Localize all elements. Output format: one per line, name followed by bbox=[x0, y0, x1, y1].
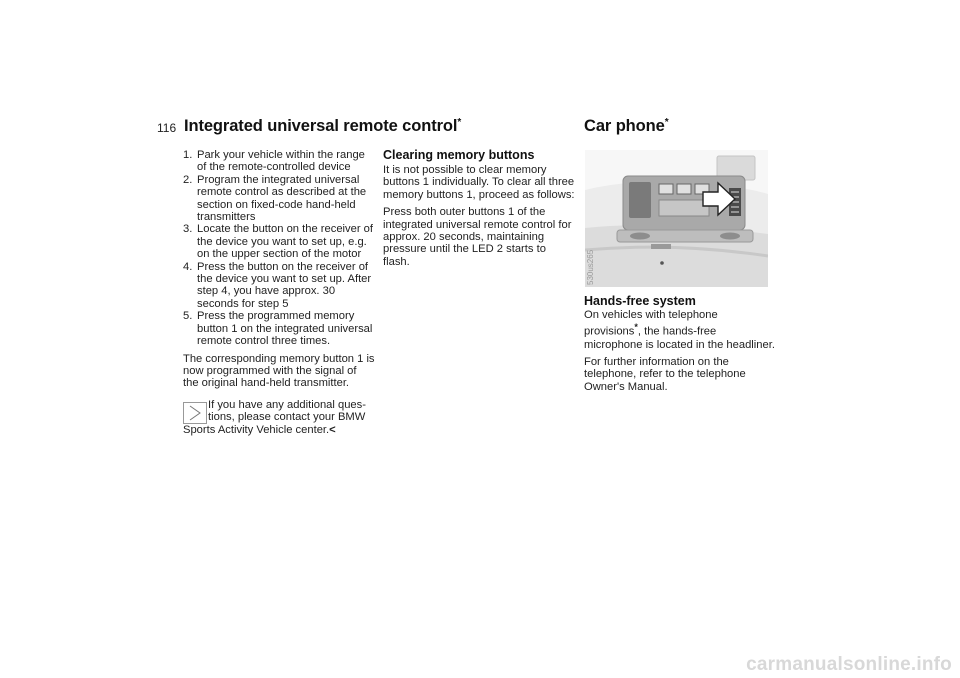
hands-free-paragraph-2: For further information on the telephone, refer to the telephone Owner's Manual. bbox=[584, 355, 746, 393]
photo-code-text: 530us265 bbox=[586, 249, 595, 285]
step-number: 3. bbox=[183, 223, 193, 236]
clearing-paragraph-2: Press both outer buttons 1 of the integrated universal remote control for approx. 20 seconds, maintaining pressure until the LED 2 starts to flash. bbox=[383, 206, 572, 268]
hands-free-body bbox=[584, 309, 776, 398]
headliner-photo bbox=[585, 150, 768, 287]
clearing-paragraph-1: It is not possible to clear memory buttons 1 individually. To clear all three memory buttons 1, proceed as follows: bbox=[383, 164, 575, 201]
step-text: Park your vehicle within the range of the remote-controlled device bbox=[197, 149, 365, 174]
hands-free-paragraph-1 bbox=[584, 309, 776, 351]
step-text: Locate the button on the receiver of the device you want to set up, e.g. on the upper section of the motor bbox=[197, 223, 374, 261]
optional-equipment-star: * bbox=[634, 322, 638, 333]
step-item bbox=[183, 149, 375, 174]
hands-free-paragraph-1-post: , the hands-free microphone is located in the headliner. bbox=[584, 326, 775, 351]
section-title-car-phone-text: Car phone bbox=[584, 117, 665, 135]
clearing-memory-heading: Clearing memory buttons bbox=[383, 148, 535, 162]
step-item bbox=[183, 261, 375, 311]
remote-control-body bbox=[183, 149, 375, 436]
step-item bbox=[183, 310, 375, 347]
optional-equipment-star: * bbox=[664, 117, 669, 128]
step-text: Press the programmed memory button 1 on the integrated universal remote control three times. bbox=[197, 310, 373, 348]
watermark-footer: carmanualsonline.info bbox=[746, 654, 952, 675]
note-line-1: If you have any additional ques- bbox=[208, 398, 366, 411]
photo-code-label bbox=[586, 249, 598, 285]
optional-equipment-star: * bbox=[457, 117, 462, 128]
step-number: 4. bbox=[183, 260, 193, 273]
note-block bbox=[183, 399, 375, 436]
step-text: Program the integrated universal remote control as described at the section on fixed-code hand-held transmitters bbox=[197, 173, 367, 224]
step-text: Press the button on the receiver of the device you want to set up. After step 4, you have approx. 30 seconds for step 5 bbox=[197, 260, 372, 310]
end-mark: < bbox=[329, 423, 336, 436]
step-item bbox=[183, 223, 375, 260]
hands-free-heading: Hands-free system bbox=[584, 294, 696, 308]
section-title-remote-control bbox=[184, 117, 461, 136]
step-number: 2. bbox=[183, 173, 193, 186]
step-item bbox=[183, 174, 375, 224]
note-line-2: tions, please contact your BMW bbox=[208, 411, 366, 424]
step-number: 1. bbox=[183, 149, 193, 161]
section-title-remote-control-text: Integrated universal remote control bbox=[184, 117, 458, 135]
section-title-car-phone bbox=[584, 117, 669, 136]
page-number: 116 bbox=[157, 121, 177, 135]
note-triangle-icon bbox=[183, 402, 207, 424]
programming-steps bbox=[183, 149, 375, 348]
step-number: 5. bbox=[183, 310, 193, 323]
note-line-3-text: Sports Activity Vehicle center. bbox=[183, 423, 330, 436]
hands-free-paragraph-1-pre: On vehicles with telephone provisions bbox=[584, 309, 718, 339]
note-line-3 bbox=[183, 424, 375, 436]
result-paragraph: The corresponding memory button 1 is now programmed with the signal of the original hand-held transmitter. bbox=[183, 352, 375, 390]
headliner-illustration bbox=[585, 150, 768, 287]
clearing-memory-body bbox=[383, 164, 575, 273]
